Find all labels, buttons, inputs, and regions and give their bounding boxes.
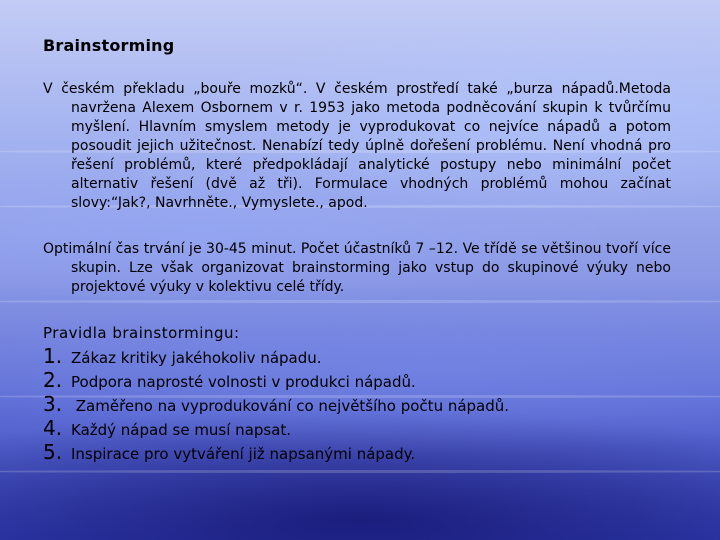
rule-number: 2. xyxy=(43,368,63,392)
rule-text: Inspirace pro vytváření již napsanými nápady. xyxy=(71,445,416,463)
rule-item xyxy=(43,416,509,440)
rule-text: Každý nápad se musí napsat. xyxy=(71,421,292,439)
rule-item xyxy=(43,440,509,464)
rule-number: 1. xyxy=(43,344,63,368)
rules-heading: Pravidla brainstormingu: xyxy=(43,324,240,342)
rule-item xyxy=(43,344,509,368)
rule-number: 4. xyxy=(43,416,63,440)
timing-paragraph: Optimální čas trvání je 30-45 minut. Počet účastníků 7 –12. Ve třídě se většinou tvoří více skupin. Lze však organizovat brainstorming jako vstup do skupinové výuky nebo projektové výuky v kolektivu celé třídy. xyxy=(43,241,671,295)
rule-item xyxy=(43,368,509,392)
rule-text: Podpora naprosté volnosti v produkci nápadů. xyxy=(71,373,416,391)
rule-item xyxy=(43,392,509,416)
background-wave xyxy=(0,300,720,303)
rule-number: 5. xyxy=(43,440,63,464)
rules-list xyxy=(43,344,509,464)
rule-number: 3. xyxy=(43,392,63,416)
slide-title: Brainstorming xyxy=(43,36,175,55)
rule-text: Zaměřeno na vyprodukování co největšího počtu nápadů. xyxy=(71,397,510,415)
rule-text: Zákaz kritiky jakéhokoliv nápadu. xyxy=(71,349,322,367)
intro-paragraph: V českém překladu „bouře mozků“. V českém prostředí také „burza nápadů.Metoda navržena Alexem Osbornem v r. 1953 jako metoda podněcování skupin k tvůrčímu myšlení. Hlavním smyslem metody je vyprodukovat co nejvíce nápadů a potom posoudit jejich užitečnost. Nenabízí tedy úplně dořešení problému. Není vhodná pro řešení problémů, které předpokládají analytické postupy nebo minimální počet alternativ řešení (dvě až tři). Formulace vhodných problémů mohou začínat slovy:“Jak?, Navrhněte., Vymyslete., apod. xyxy=(43,81,671,211)
background-wave xyxy=(0,470,720,473)
